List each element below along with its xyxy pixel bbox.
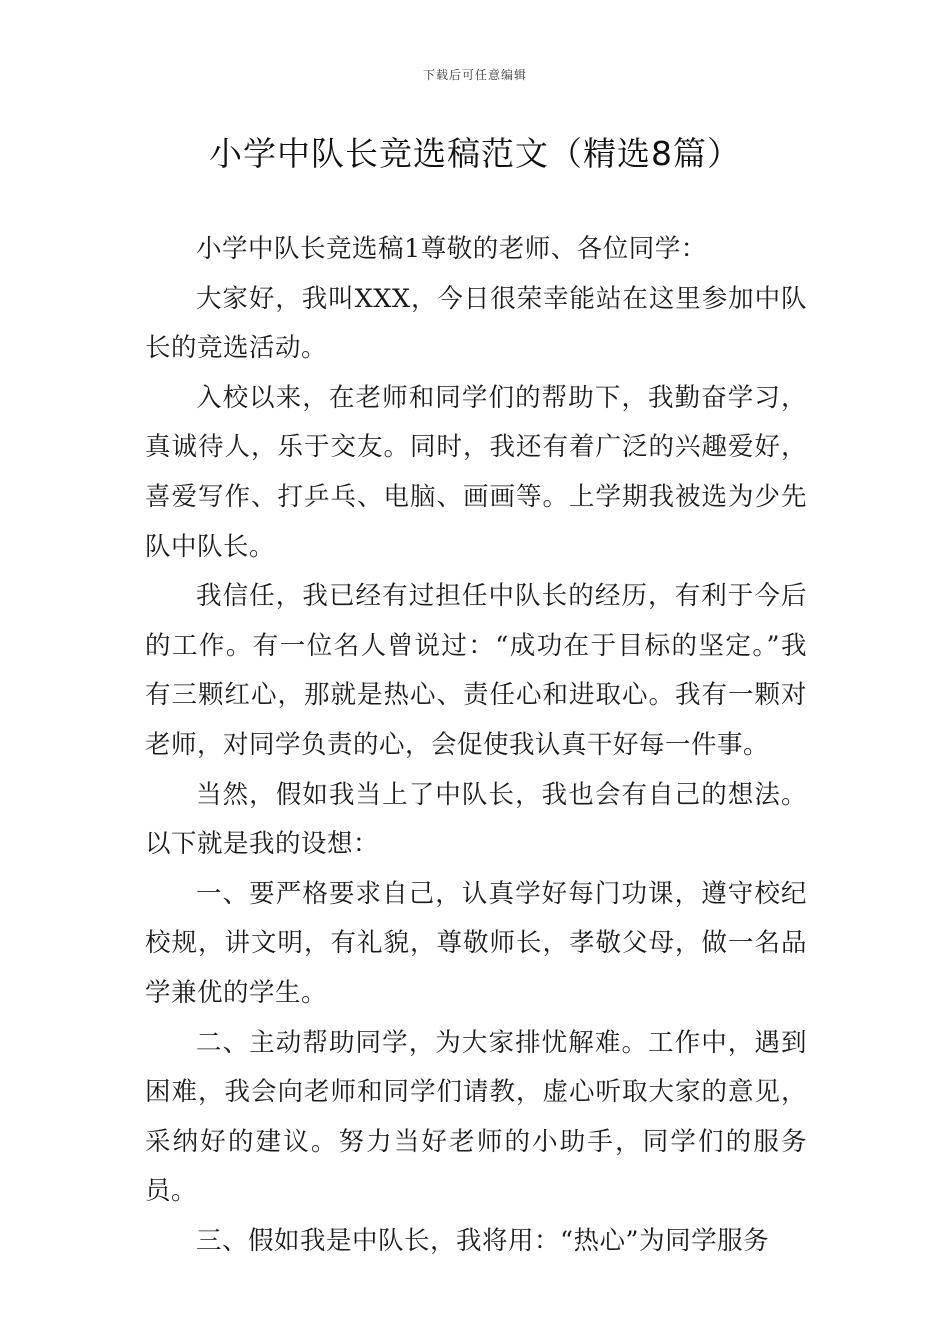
paragraph: 一、要严格要求自己，认真学好每门功课，遵守校纪校规，讲文明，有礼貌，尊敬师长，孝敬父母，做一名品学兼优的学生。	[145, 878, 807, 1008]
paragraph: 大家好，我叫XXX，今日很荣幸能站在这里参加中队长的竞选活动。	[145, 283, 807, 364]
document-title: 小学中队长竞选稿范文（精选8篇）	[209, 134, 741, 173]
paragraph: 三、假如我是中队长，我将用：“热心”为同学服务	[196, 1225, 770, 1256]
document-body	[145, 225, 807, 1266]
paragraph: 二、主动帮助同学，为大家排忧解难。工作中，遇到困难，我会向老师和同学们请教，虚心听取大家的意见，采纳好的建议。努力当好老师的小助手，同学们的服务员。	[145, 1027, 807, 1207]
paragraph: 当然，假如我当上了中队长，我也会有自己的想法。以下就是我的设想：	[145, 779, 807, 860]
paragraph: 小学中队长竞选稿1尊敬的老师、各位同学：	[196, 234, 707, 264]
paragraph: 入校以来，在老师和同学们的帮助下，我勤奋学习，真诚待人，乐于交友。同时，我还有着广泛的兴趣爱好，喜爱写作、打乒乓、电脑、画画等。上学期我被选为少先队中队长。	[145, 382, 807, 562]
header-note: 下载后可任意编辑	[422, 68, 527, 82]
paragraph: 我信任，我已经有过担任中队长的经历，有利于今后的工作。有一位名人曾说过：“成功在于目标的坚定。”我有三颗红心，那就是热心、责任心和进取心。我有一颗对老师，对同学负责的心，会促使我认真干好每一件事。	[145, 581, 807, 760]
